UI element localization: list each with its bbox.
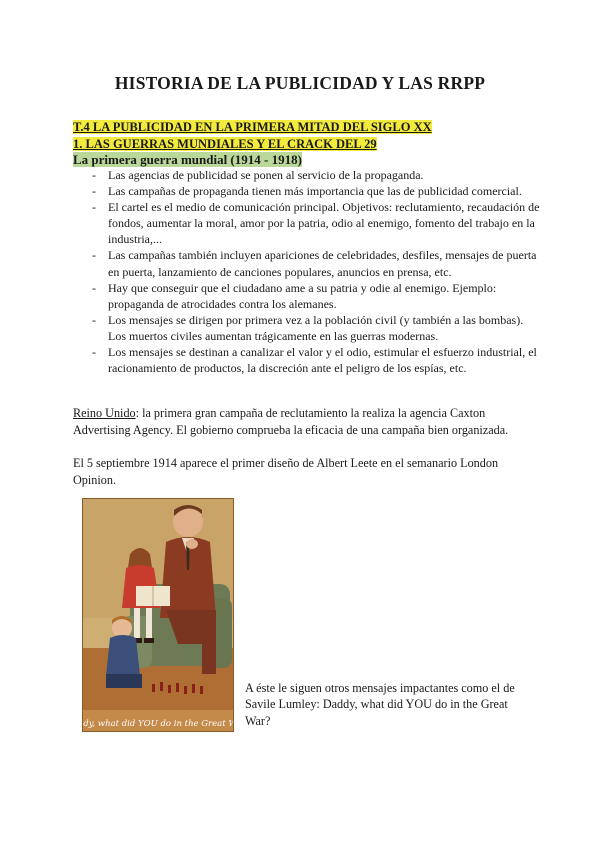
bullet-item: - Las campañas también incluyen apariciones de celebridades, desfiles, mensajes de puerta en puerta, lanzamiento de canciones populares, anuncios en prensa, etc. — [92, 247, 542, 279]
subsection-heading-text: La primera guerra mundial (1914 - 1918) — [73, 152, 302, 167]
poster-illustration — [65, 498, 251, 732]
paragraph-uk — [73, 405, 543, 438]
section-heading — [73, 137, 377, 152]
topic-heading — [73, 120, 432, 135]
topic-heading-text: T.4 LA PUBLICIDAD EN LA PRIMERA MITAD DEL SIGLO XX — [73, 120, 432, 134]
section-heading-text: 1. LAS GUERRAS MUNDIALES Y EL CRACK DEL 29 — [73, 137, 377, 151]
bullet-item: - Hay que conseguir que el ciudadano ame a su patria y odie al enemigo. Ejemplo: propaganda de atrocidades contra los alemanes. — [92, 280, 542, 312]
paragraph-leete: El 5 septiembre 1914 aparece el primer diseño de Albert Leete en el semanario London Opinion. — [73, 456, 499, 487]
bullet-list — [92, 167, 542, 376]
poster-image — [65, 498, 251, 732]
uk-label: Reino Unido — [73, 406, 136, 420]
image-caption: A éste le siguen otros mensajes impactantes como el de Savile Lumley: Daddy, what did YOU do in the Great War? — [245, 681, 515, 728]
document-title: HISTORIA DE LA PUBLICIDAD Y LAS RRPP — [114, 73, 486, 93]
subsection-heading — [73, 152, 302, 168]
bullet-item: - Los mensajes se destinan a canalizar el valor y el odio, estimular el esfuerzo industrial, el racionamiento de productos, la discreción ante el peligro de los espías, etc. — [92, 344, 542, 376]
bullet-item: - Las agencias de publicidad se ponen al servicio de la propaganda. — [92, 167, 542, 183]
bullet-item: - Los mensajes se dirigen por primera vez a la población civil (y también a las bombas). Los muertos civiles aumentan trágicamente en las guerras modernas. — [92, 312, 542, 344]
poster-caption: Daddy, what did YOU do in the Great War? — [65, 719, 251, 729]
bullet-item: - Las campañas de propaganda tienen más importancia que las de publicidad comercial. — [92, 183, 542, 199]
uk-text: : la primera gran campaña de reclutamiento la realiza la agencia Caxton Advertising Agency. El gobierno comprueba la eficacia de una campaña bien organizada. — [73, 406, 509, 437]
bullet-item: - El cartel es el medio de comunicación principal. Objetivos: reclutamiento, recaudación de fondos, aumentar la moral, amor por la patria, odio al enemigo, fomento del trabajo en la industria,... — [92, 199, 542, 247]
